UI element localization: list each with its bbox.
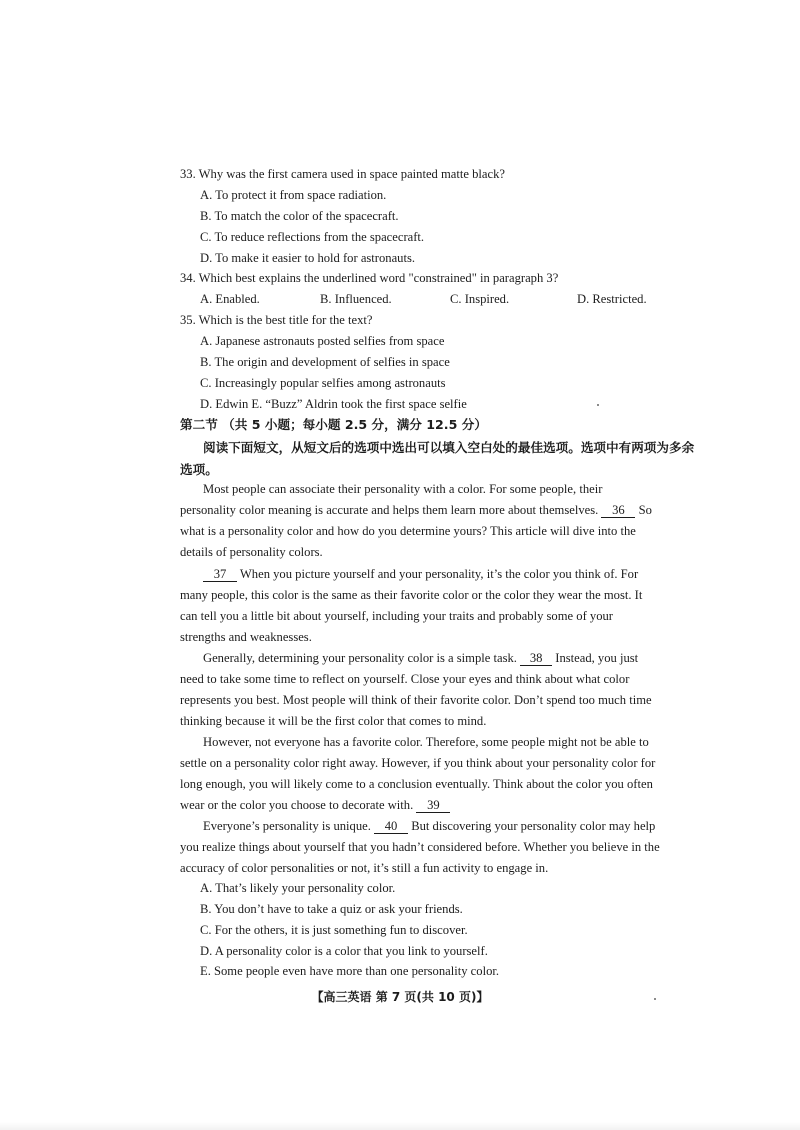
passage-line: can tell you a little bit about yourself, including your traits and probably some of your	[180, 609, 613, 623]
question-33-option-d: D. To make it easier to hold for astronauts.	[200, 251, 416, 265]
question-34-option-b: B. Influenced.	[320, 292, 392, 306]
passage-text: But discovering your personality color may help	[411, 819, 656, 833]
scan-speck	[654, 998, 656, 1000]
passage-text: Instead, you just	[555, 651, 639, 665]
question-33-stem: 33. Why was the first camera used in space painted matte black?	[180, 167, 505, 181]
question-34-option-c: C. Inspired.	[450, 292, 510, 306]
passage-line: what is a personality color and how do you determine yours? This article will dive into the	[180, 524, 636, 538]
section-instruction: 阅读下面短文，从短文后的选项中选出可以填入空白处的最佳选项。选项中有两项为多余	[203, 440, 695, 455]
passage-text: So	[638, 503, 652, 517]
blank-40: 40	[374, 819, 408, 834]
passage-line	[180, 502, 652, 518]
question-35-option-d: D. Edwin E. “Buzz” Aldrin took the first space selfie	[200, 397, 467, 411]
passage-line: accuracy of color personalities or not, it’s still a fun activity to engage in.	[180, 861, 549, 875]
passage-line: strengths and weaknesses.	[180, 630, 312, 644]
scan-speck	[597, 404, 599, 406]
passage-line: settle on a personality color right away. However, if you think about your personality color for	[180, 756, 656, 770]
option-e: E. Some people even have more than one personality color.	[200, 964, 500, 978]
passage-line	[203, 566, 638, 582]
blank-38: 38	[520, 651, 552, 666]
question-33-option-a: A. To protect it from space radiation.	[200, 188, 387, 202]
scan-edge	[0, 1122, 800, 1130]
question-35-option-a: A. Japanese astronauts posted selfies from space	[200, 334, 445, 348]
passage-text: Everyone’s personality is unique.	[203, 819, 371, 833]
question-33-option-c: C. To reduce reflections from the spacecraft.	[200, 230, 425, 244]
option-b: B. You don’t have to take a quiz or ask your friends.	[200, 902, 463, 916]
passage-line: represents you best. Most people will think of their favorite color. Don’t spend too much time	[180, 693, 652, 707]
passage-line: Most people can associate their personality with a color. For some people, their	[203, 482, 603, 496]
section-instruction-cont: 选项。	[180, 462, 218, 477]
passage-line: need to take some time to reflect on yourself. Close your eyes and think about what color	[180, 672, 630, 686]
question-35-stem: 35. Which is the best title for the text?	[180, 313, 373, 327]
option-c: C. For the others, it is just something fun to discover.	[200, 923, 468, 937]
option-d: D. A personality color is a color that you link to yourself.	[200, 944, 488, 958]
page-footer: 【高三英语 第 7 页(共 10 页)】	[311, 990, 489, 1004]
passage-line	[203, 650, 638, 666]
passage-line: details of personality colors.	[180, 545, 323, 559]
passage-line: you realize things about yourself that you hadn’t considered before. Whether you believe in the	[180, 840, 660, 854]
question-34-option-a: A. Enabled.	[200, 292, 260, 306]
question-34-option-d: D. Restricted.	[577, 292, 647, 306]
passage-line	[203, 818, 655, 834]
blank-39: 39	[416, 798, 450, 813]
passage-text: When you picture yourself and your personality, it’s the color you think of. For	[239, 567, 639, 581]
passage-text: personality color meaning is accurate and helps them learn more about themselves.	[180, 503, 599, 517]
passage-line: many people, this color is the same as their favorite color or the color they wear the most. It	[180, 588, 643, 602]
question-33-option-b: B. To match the color of the spacecraft.	[200, 209, 399, 223]
question-35-option-b: B. The origin and development of selfies in space	[200, 355, 450, 369]
question-35-option-c: C. Increasingly popular selfies among astronauts	[200, 376, 446, 390]
blank-37: 37	[203, 567, 237, 582]
blank-36: 36	[601, 503, 635, 518]
passage-text: Generally, determining your personality color is a simple task.	[203, 651, 517, 665]
passage-line: thinking because it will be the first color that comes to mind.	[180, 714, 487, 728]
option-a: A. That’s likely your personality color.	[200, 881, 396, 895]
passage-text: wear or the color you choose to decorate with.	[180, 798, 414, 812]
section-heading: 第二节 （共 5 小题；每小题 2.5 分，满分 12.5 分）	[180, 417, 487, 432]
question-34-stem: 34. Which best explains the underlined word "constrained" in paragraph 3?	[180, 271, 559, 285]
passage-line: long enough, you will likely come to a conclusion eventually. Think about the color you often	[180, 777, 653, 791]
passage-line	[180, 797, 450, 813]
passage-line: However, not everyone has a favorite color. Therefore, some people might not be able to	[203, 735, 649, 749]
